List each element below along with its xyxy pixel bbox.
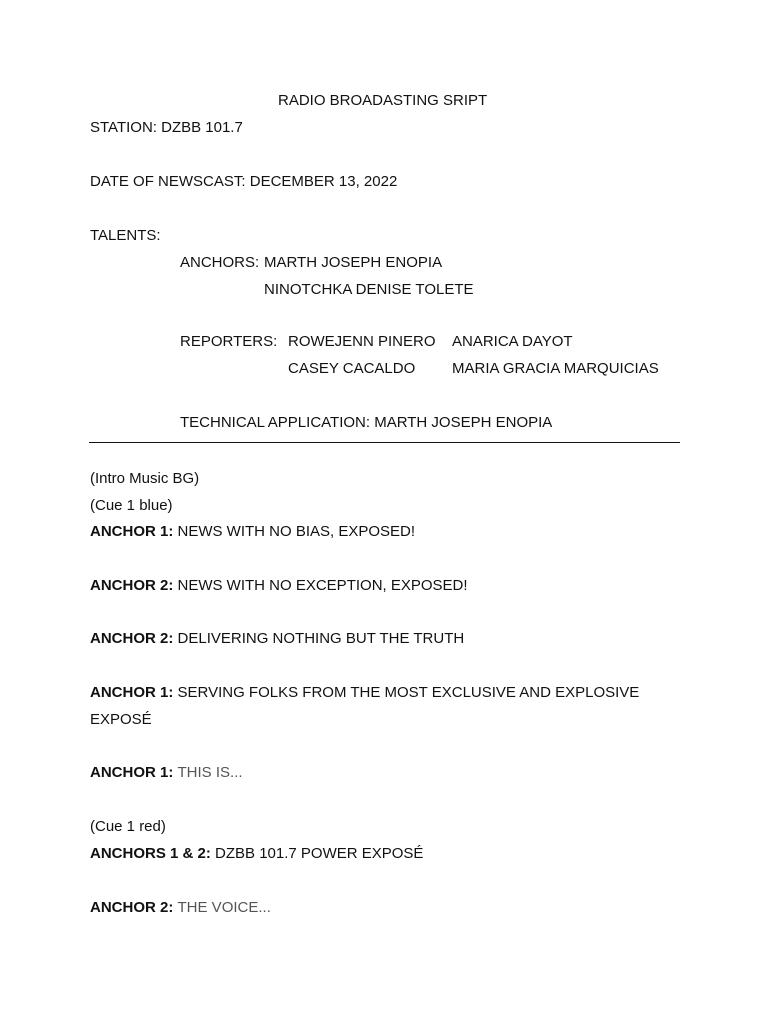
speaker-label: ANCHOR 1: — [90, 764, 174, 781]
speaker-label: ANCHOR 1: — [90, 523, 174, 540]
script-line — [90, 899, 271, 917]
script-title: RADIO BROADASTING SRIPT — [278, 92, 488, 109]
line-text: NEWS WITH NO BIAS, EXPOSED! — [177, 523, 416, 540]
line-text: THE VOICE... — [177, 899, 271, 916]
line-text: SERVING FOLKS FROM THE MOST EXCLUSIVE AND EXPLOSIVE — [177, 684, 640, 701]
line-text: THIS IS... — [177, 764, 243, 781]
header-divider — [89, 442, 680, 443]
date-line: DATE OF NEWSCAST: DECEMBER 13, 2022 — [90, 173, 398, 190]
speaker-label: ANCHOR 2: — [90, 899, 174, 916]
speaker-label: ANCHOR 2: — [90, 577, 174, 594]
talents-label: TALENTS: — [90, 227, 161, 244]
anchor-1-name: MARTH JOSEPH ENOPIA — [264, 254, 443, 271]
anchors-label: ANCHORS: — [180, 254, 260, 271]
cue-intro: (Intro Music BG) — [90, 470, 200, 487]
station-line: STATION: DZBB 101.7 — [90, 119, 243, 136]
script-line — [90, 684, 639, 702]
technical-line: TECHNICAL APPLICATION: MARTH JOSEPH ENOPIA — [180, 414, 553, 431]
reporter-name: ANARICA DAYOT — [452, 333, 573, 350]
script-line — [90, 577, 468, 595]
script-line — [90, 845, 423, 863]
reporter-name: MARIA GRACIA MARQUICIAS — [452, 360, 659, 377]
script-line — [90, 630, 464, 648]
speaker-label: ANCHOR 2: — [90, 630, 174, 647]
line-text: DZBB 101.7 POWER EXPOSÉ — [215, 845, 424, 862]
script-line — [90, 523, 415, 541]
anchor-2-name: NINOTCHKA DENISE TOLETE — [264, 281, 474, 298]
line-text: NEWS WITH NO EXCEPTION, EXPOSED! — [177, 577, 468, 594]
reporter-name: ROWEJENN PINERO — [288, 333, 436, 350]
reporters-label: REPORTERS: — [180, 333, 278, 350]
line-text-continued: EXPOSÉ — [90, 711, 152, 728]
reporter-name: CASEY CACALDO — [288, 360, 416, 377]
cue-blue: (Cue 1 blue) — [90, 497, 173, 514]
speaker-label: ANCHOR 1: — [90, 684, 174, 701]
speaker-label: ANCHORS 1 & 2: — [90, 845, 211, 862]
line-text: DELIVERING NOTHING BUT THE TRUTH — [177, 630, 465, 647]
cue-red: (Cue 1 red) — [90, 818, 166, 835]
script-line — [90, 764, 243, 782]
